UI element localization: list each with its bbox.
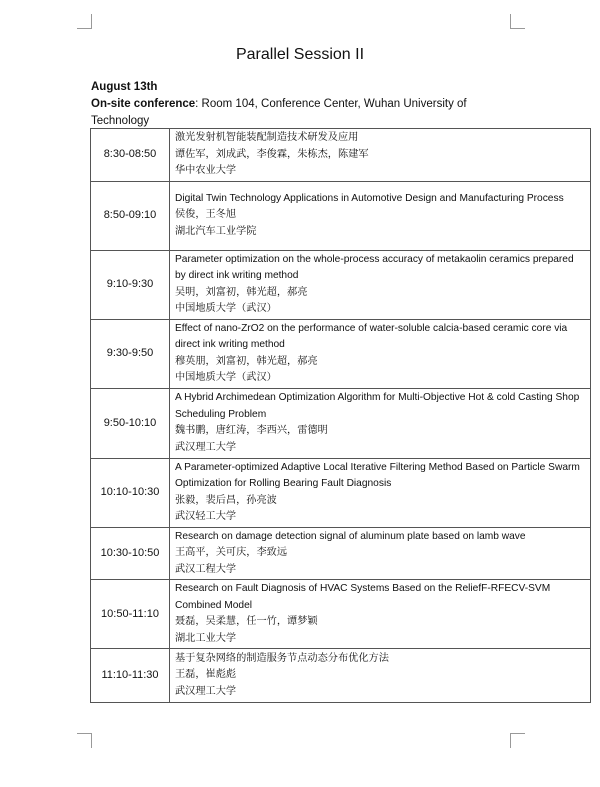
paper-cell xyxy=(170,580,591,649)
paper-affiliation: 武汉轻工大学 xyxy=(175,511,237,522)
paper-title: Parameter optimization on the whole-process accuracy of metakaolin ceramics prepared by direct ink writing method xyxy=(175,253,574,281)
paper-affiliation: 中国地质大学（武汉） xyxy=(175,303,277,314)
time-cell: 9:50-10:10 xyxy=(91,388,170,458)
table-row xyxy=(91,181,591,250)
paper-affiliation: 湖北汽车工业学院 xyxy=(175,225,257,237)
session-date: August 13th xyxy=(91,81,158,93)
time-cell: 10:50-11:10 xyxy=(91,580,170,649)
paper-affiliation: 中国地质大学（武汉） xyxy=(175,372,277,383)
table-row xyxy=(91,319,591,388)
paper-authors: 聂磊，吴柔慧，任一竹，谭梦颖 xyxy=(175,616,318,627)
session-venue xyxy=(91,96,491,130)
table-row xyxy=(91,649,591,703)
paper-affiliation: 武汉理工大学 xyxy=(175,441,237,453)
table-row xyxy=(91,527,591,580)
table-row xyxy=(91,458,591,527)
time-cell: 9:30-9:50 xyxy=(91,319,170,388)
paper-authors: 魏书鹏，唐红涛，李西兴，雷德明 xyxy=(175,425,328,436)
paper-cell xyxy=(170,388,591,458)
paper-authors: 王高平，关可庆，李致远 xyxy=(175,547,288,558)
time-cell: 10:10-10:30 xyxy=(91,458,170,527)
venue-label: On-site conference xyxy=(91,98,196,110)
paper-cell xyxy=(170,181,591,250)
table-row xyxy=(91,580,591,649)
crop-mark-bottom-left xyxy=(77,733,92,748)
paper-authors: 穆英朋，刘富初，韩光超，郝亮 xyxy=(175,355,318,367)
paper-title: Effect of nano-ZrO2 on the performance of water-soluble calcia-based ceramic core via direct ink writing method xyxy=(175,322,568,350)
paper-authors: 王磊，崔彪彪 xyxy=(175,669,237,681)
paper-title: 基于复杂网络的制造服务节点动态分布优化方法 xyxy=(175,652,389,664)
time-cell: 8:30-08:50 xyxy=(91,129,170,182)
paper-affiliation: 武汉工程大学 xyxy=(175,563,237,575)
paper-title: Research on damage detection signal of aluminum plate based on lamb wave xyxy=(175,530,526,542)
page-title: Parallel Session II xyxy=(235,46,365,63)
paper-title: A Parameter-optimized Adaptive Local Iterative Filtering Method Based on Particle Swarm Optimization for Rolling Bearing Fault Diagnosis xyxy=(175,461,580,489)
paper-authors: 张毅，裴后昌，孙亮波 xyxy=(175,494,277,506)
paper-authors: 谭佐军，刘成武，李俊霖，朱栋杰，陈建军 xyxy=(175,148,369,160)
time-cell: 9:10-9:30 xyxy=(91,250,170,319)
crop-mark-top-right xyxy=(510,14,525,29)
paper-cell xyxy=(170,319,591,388)
paper-cell xyxy=(170,527,591,580)
paper-cell xyxy=(170,649,591,703)
paper-cell xyxy=(170,458,591,527)
time-cell: 10:30-10:50 xyxy=(91,527,170,580)
paper-affiliation: 华中农业大学 xyxy=(175,165,237,176)
venue-text: : Room 104, Conference Center, Wuhan University of Technology xyxy=(91,98,467,127)
paper-authors: 吴明，刘富初，韩光超，郝亮 xyxy=(175,286,308,298)
crop-mark-top-left xyxy=(77,14,92,29)
schedule-table xyxy=(90,128,591,703)
paper-cell xyxy=(170,129,591,182)
paper-title: A Hybrid Archimedean Optimization Algorithm for Multi-Objective Hot & cold Casting Shop Scheduling Problem xyxy=(175,392,580,420)
crop-mark-bottom-right xyxy=(510,733,525,748)
paper-title: 激光发射机智能装配制造技术研发及应用 xyxy=(175,132,359,143)
paper-affiliation: 武汉理工大学 xyxy=(175,685,237,697)
table-row xyxy=(91,250,591,319)
table-row xyxy=(91,129,591,182)
paper-affiliation: 湖北工业大学 xyxy=(175,632,237,644)
paper-title: Research on Fault Diagnosis of HVAC Systems Based on the ReliefF-RFECV-SVM Combined Model xyxy=(175,583,551,611)
paper-authors: 侯俊，王冬旭 xyxy=(175,209,237,221)
paper-title: Digital Twin Technology Applications in Automotive Design and Manufacturing Process xyxy=(175,192,564,204)
table-row xyxy=(91,388,591,458)
time-cell: 8:50-09:10 xyxy=(91,181,170,250)
time-cell: 11:10-11:30 xyxy=(91,649,170,703)
paper-cell xyxy=(170,250,591,319)
